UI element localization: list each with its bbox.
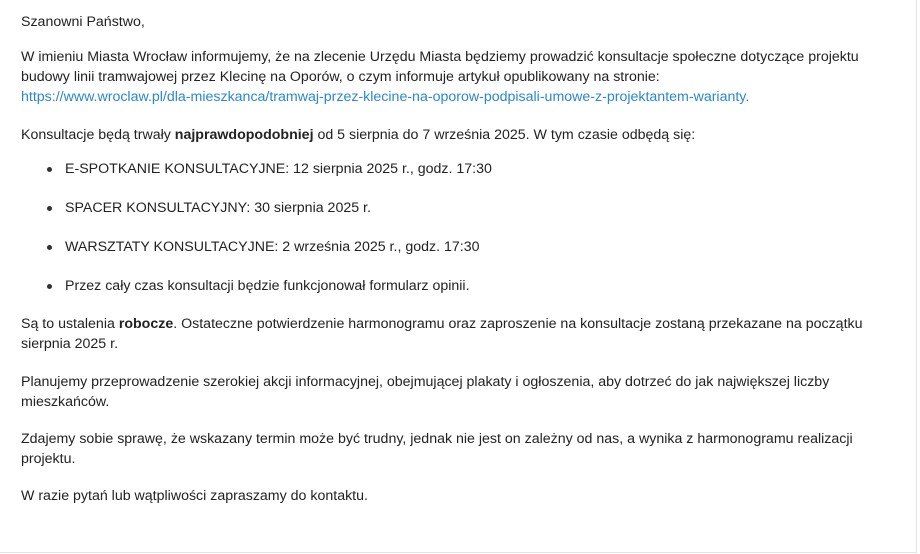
list-item (65, 276, 901, 296)
events-list (21, 159, 901, 296)
working-draft-paragraph (21, 314, 901, 354)
working-draft-emphasis: robocze (118, 316, 174, 332)
list-item (65, 237, 901, 257)
bullet-icon (47, 284, 52, 289)
dates-suffix: od 5 sierpnia do 7 września 2025. W tym czasie odbędą się: (313, 127, 696, 143)
working-draft-suffix: . Ostateczne potwierdzenie harmonogramu oraz zaproszenie na konsultacje zostaną przekazane na początku sierpnia 2025 r. (21, 316, 863, 352)
bullet-icon (47, 245, 52, 250)
email-body (21, 12, 901, 517)
event-text: Przez cały czas konsultacji będzie funkcjonował formularz opinii. (65, 278, 470, 294)
working-draft-prefix: Są to ustalenia (21, 316, 119, 332)
campaign-paragraph: Planujemy przeprowadzenie szerokiej akcji informacyjnej, obejmującej plakaty i ogłoszenia, aby dotrzeć do jak największej liczby mieszkańców. (21, 374, 830, 410)
list-item (65, 198, 901, 218)
event-text: SPACER KONSULTACYJNY: 30 sierpnia 2025 r. (65, 200, 371, 216)
contact-paragraph: W razie pytań lub wątpliwości zapraszamy do kontaktu. (21, 488, 368, 504)
term-note-paragraph: Zdajemy sobie sprawę, że wskazany termin może być trudny, jednak nie jest on zależny od nas, a wynika z harmonogramu realizacji projektu. (21, 431, 853, 467)
dates-emphasis: najprawdopodobniej (174, 127, 314, 143)
intro-text: W imieniu Miasta Wrocław informujemy, że na zlecenie Urzędu Miasta będziemy prowadzić konsultacje społeczne dotyczące projektu budowy linii tramwajowej przez Klecinę na Oporów, o czym informuje artykuł opublikowany na stronie: (21, 49, 859, 85)
dates-prefix: Konsultacje będą trwały (21, 127, 175, 143)
intro-paragraph (21, 47, 901, 107)
event-text: E-SPOTKANIE KONSULTACYJNE: 12 sierpnia 2025 r., godz. 17:30 (65, 161, 492, 177)
event-text: WARSZTATY KONSULTACYJNE: 2 września 2025 r., godz. 17:30 (65, 239, 480, 255)
article-link[interactable]: https://www.wroclaw.pl/dla-mieszkanca/tramwaj-przez-klecine-na-oporow-podpisali-umowe-z-projektantem-warianty. (21, 89, 750, 105)
bullet-icon (47, 167, 52, 172)
bullet-icon (47, 206, 52, 211)
email-greeting: Szanowni Państwo, (21, 14, 145, 30)
list-item (65, 159, 901, 179)
dates-paragraph (21, 125, 901, 145)
